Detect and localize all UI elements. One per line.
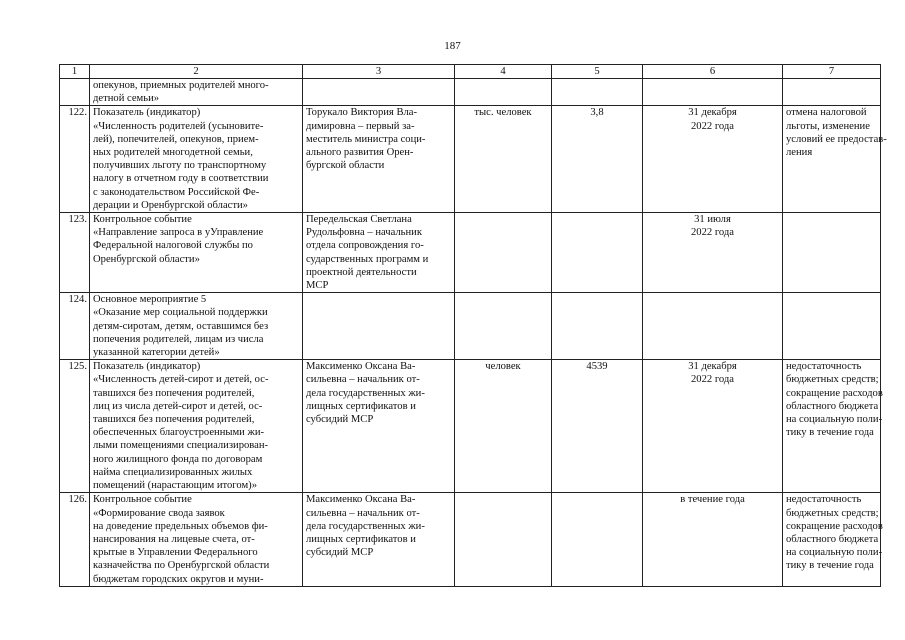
cell-line: тавшихся без попечения родителей, [93, 414, 255, 426]
activity-name-cell [90, 79, 303, 106]
cell-line: тавшихся без попечения родителей, [93, 387, 255, 399]
cell-line: меститель министра соци- [306, 133, 426, 145]
cell-line: с законодательством Российской Фе- [93, 186, 260, 198]
cell-line: 31 декабря [688, 107, 737, 119]
risk-cell [783, 106, 887, 213]
value-cell [552, 213, 643, 293]
header-cell: 7 [783, 65, 881, 79]
cell-line: детной семьи» [93, 93, 160, 105]
value-cell [552, 293, 643, 360]
cell-line: субсидий МСР [306, 547, 374, 559]
cell-line: детям-сиротам, детям, оставшимся без [93, 320, 269, 332]
cell-line: «Оказание мер социальной поддержки [93, 307, 268, 319]
cell-line: условий ее предостав- [786, 133, 887, 145]
cell-line: 2022 года [690, 227, 734, 239]
cell-line: Основное мероприятие 5 [93, 294, 207, 306]
cell-line: льготы, изменение [786, 120, 870, 132]
cell-line: опекунов, приемных родителей много- [93, 80, 269, 91]
activity-name-cell [90, 360, 303, 493]
unit-cell [455, 293, 552, 360]
cell-line: дела государственных жи- [306, 520, 425, 532]
activity-name-cell [90, 106, 303, 213]
row-number-cell: 123. [60, 213, 90, 293]
risk-cell [783, 360, 881, 493]
table-row [60, 79, 881, 106]
risk-cell [783, 79, 881, 106]
row-number-cell: 122. [60, 106, 90, 213]
cell-line: бюджетных средств; [786, 507, 879, 519]
cell-line: крытые в Управлении Федерального [93, 547, 258, 559]
cell-line: указанной категории детей» [93, 347, 220, 359]
cell-line: сокращение расходов [786, 520, 883, 532]
page-number: 187 [444, 40, 461, 52]
cell-line: Контрольное событие [93, 494, 192, 506]
cell-line: обеспеченных благоустроенными жи- [93, 427, 265, 439]
cell-line: на социальную поли- [786, 414, 883, 426]
cell-line: бюджетных средств; [786, 374, 879, 386]
cell-line: Оренбургской области» [93, 253, 200, 265]
value-cell: 4539 [552, 360, 643, 493]
cell-line: «Численность родителей (усыновите- [93, 120, 264, 132]
responsible-person-cell [303, 293, 455, 360]
header-cell: 6 [643, 65, 783, 79]
header-cell: 2 [90, 65, 303, 79]
cell-line: нансирования на лицевые счета, от- [93, 533, 255, 545]
responsible-person-cell [303, 360, 455, 493]
cell-line: 2022 года [690, 120, 734, 132]
cell-line: недостаточность [786, 494, 862, 506]
deadline-cell [643, 293, 783, 360]
responsible-person-cell [303, 213, 455, 293]
unit-cell [455, 79, 552, 106]
cell-line: лищных сертификатов и [306, 533, 416, 545]
deadline-cell [643, 213, 783, 293]
cell-line: бюджетам городских округов и муни- [93, 573, 264, 585]
risk-cell [783, 213, 881, 293]
cell-line: недостаточность [786, 361, 862, 373]
cell-line: получивших льготу по транспортному [93, 160, 267, 172]
cell-line: помещений (нарастающим итогом)» [93, 480, 258, 492]
cell-line: сударственных программ и [306, 253, 429, 265]
activity-name-cell [90, 493, 303, 586]
row-number-cell: 124. [60, 293, 90, 360]
program-table [59, 64, 887, 587]
cell-line: сокращение расходов [786, 387, 883, 399]
deadline-cell [643, 493, 783, 586]
row-number-cell: 126. [60, 493, 90, 586]
table-row [60, 493, 881, 586]
cell-line: МСР [306, 280, 329, 292]
table-row [60, 360, 881, 493]
responsible-person-cell [303, 79, 455, 106]
unit-cell [455, 493, 552, 586]
cell-line: субсидий МСР [306, 414, 374, 426]
value-cell [552, 493, 643, 586]
cell-line: тику в течение года [786, 560, 874, 572]
table-row [60, 106, 881, 213]
cell-line: дерации и Оренбургской области» [93, 199, 248, 211]
deadline-cell [643, 360, 783, 493]
cell-line: Максименко Оксана Ва- [306, 494, 416, 506]
cell-line: Передельская Светлана [306, 214, 412, 226]
cell-line: проектной деятельности [306, 266, 417, 278]
cell-line: Федеральной налоговой службы по [93, 240, 253, 252]
cell-line: казначейства по Оренбургской области [93, 560, 270, 572]
cell-line: Максименко Оксана Ва- [306, 361, 416, 373]
cell-line: на социальную поли- [786, 547, 883, 559]
cell-line: областного бюджета [786, 400, 879, 412]
cell-line: лиц из числа детей-сирот и детей, ос- [93, 400, 263, 412]
cell-line: тику в течение года [786, 427, 874, 439]
cell-line: налогу в отчетном году в соответствии [93, 173, 269, 185]
cell-line: Торукало Виктория Вла- [306, 107, 418, 119]
cell-line: лыми помещениями специализирован- [93, 440, 269, 452]
cell-line: Показатель (индикатор) [93, 107, 201, 119]
cell-line: лей), попечителей, опекунов, прием- [93, 133, 259, 145]
cell-line: сильевна – начальник от- [306, 374, 420, 386]
cell-line: ления [786, 147, 813, 159]
cell-line: бургской области [306, 160, 385, 172]
deadline-cell [643, 106, 783, 213]
cell-line: 31 декабря [688, 361, 737, 373]
cell-line: Контрольное событие [93, 214, 192, 226]
unit-cell: тыс. человек [455, 106, 552, 213]
header-cell: 1 [60, 65, 90, 79]
cell-line: отмена налоговой [786, 107, 867, 119]
cell-line: отдела сопровождения го- [306, 240, 424, 252]
activity-name-cell [90, 293, 303, 360]
cell-line: «Формирование свода заявок [93, 507, 225, 519]
activity-name-cell [90, 213, 303, 293]
cell-line: ного жилищного фонда по договорам [93, 453, 263, 465]
deadline-cell [643, 79, 783, 106]
cell-line: на доведение предельных объемов фи- [93, 520, 268, 532]
cell-line: 2022 года [690, 374, 734, 386]
cell-line: ального развития Орен- [306, 147, 414, 159]
responsible-person-cell [303, 106, 455, 213]
cell-line: ных родителей многодетной семьи, [93, 147, 253, 159]
cell-line: «Численность детей-сирот и детей, ос- [93, 374, 269, 386]
table-row [60, 213, 881, 293]
cell-line: областного бюджета [786, 533, 879, 545]
header-cell: 3 [303, 65, 455, 79]
cell-line: Рудольфовна – начальник [306, 227, 422, 239]
cell-line: «Направление запроса в уУправление [93, 227, 264, 239]
row-number-cell [60, 79, 90, 106]
cell-line: димировна – первый за- [306, 120, 415, 132]
header-cell: 4 [455, 65, 552, 79]
unit-cell [455, 213, 552, 293]
value-cell: 3,8 [552, 106, 643, 213]
cell-line: Показатель (индикатор) [93, 361, 201, 373]
cell-line: в течение года [680, 494, 745, 506]
cell-line: дела государственных жи- [306, 387, 425, 399]
responsible-person-cell [303, 493, 455, 586]
cell-line: попечения родителей, лицам из числа [93, 333, 264, 345]
cell-line: 31 июля [694, 214, 731, 226]
risk-cell [783, 493, 881, 586]
cell-line: лищных сертификатов и [306, 400, 416, 412]
table-header-row [60, 65, 881, 79]
table-row [60, 293, 881, 360]
cell-line: найма специализированных жилых [93, 466, 253, 478]
risk-cell [783, 293, 881, 360]
cell-line: сильевна – начальник от- [306, 507, 420, 519]
header-cell: 5 [552, 65, 643, 79]
unit-cell: человек [455, 360, 552, 493]
row-number-cell: 125. [60, 360, 90, 493]
value-cell [552, 79, 643, 106]
